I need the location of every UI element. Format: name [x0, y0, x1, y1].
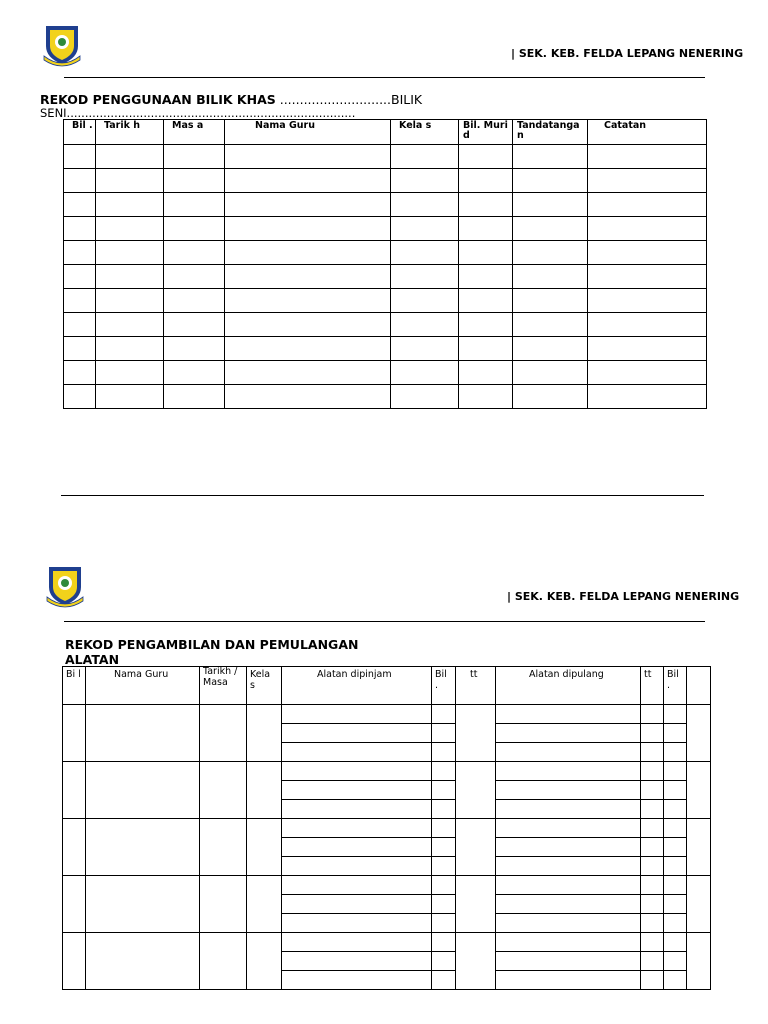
header-tandatangan: Tandatanga n [513, 120, 588, 145]
table-cell[interactable] [225, 385, 391, 409]
table-cell[interactable] [496, 819, 641, 838]
table-cell[interactable] [282, 819, 432, 838]
table-row [64, 145, 707, 169]
header-tarikh-masa: Tarikh /Masa [200, 667, 247, 705]
table-cell[interactable] [664, 762, 687, 781]
table-cell[interactable] [391, 241, 459, 265]
table-cell[interactable] [513, 313, 588, 337]
table-cell[interactable] [513, 193, 588, 217]
table-cell[interactable] [664, 857, 687, 876]
table-cell[interactable] [459, 193, 513, 217]
table-cell[interactable] [641, 933, 664, 952]
table-cell[interactable] [432, 933, 456, 952]
header-bil: Bil . [664, 667, 687, 705]
table-cell[interactable] [391, 217, 459, 241]
table-cell[interactable] [588, 361, 707, 385]
table-cell[interactable] [641, 705, 664, 724]
form2-table [62, 666, 711, 990]
table-cell[interactable] [456, 819, 496, 876]
table-cell[interactable] [588, 193, 707, 217]
table-cell[interactable] [225, 193, 391, 217]
table-cell[interactable] [282, 952, 432, 971]
table-cell[interactable] [664, 743, 687, 762]
table-cell[interactable] [456, 762, 496, 819]
header-nama-guru: Nama Guru [225, 120, 391, 145]
table-cell[interactable] [391, 265, 459, 289]
table-cell[interactable] [664, 914, 687, 933]
table-cell[interactable] [664, 705, 687, 724]
table-cell[interactable] [200, 819, 247, 876]
table-cell[interactable] [664, 933, 687, 952]
header-alatan-dipulang: Alatan dipulang [496, 667, 641, 705]
header-tt: tt [456, 667, 496, 705]
table-cell[interactable] [247, 876, 282, 933]
table-cell[interactable] [64, 169, 96, 193]
table-cell[interactable] [432, 762, 456, 781]
header-tarikh: Tarik h [96, 120, 164, 145]
table-row [63, 819, 711, 838]
table-row [63, 705, 711, 724]
table-cell[interactable] [200, 762, 247, 819]
table-cell[interactable] [164, 313, 225, 337]
table-cell[interactable] [588, 337, 707, 361]
table-cell[interactable] [391, 385, 459, 409]
table-cell[interactable] [63, 762, 86, 819]
table-cell[interactable] [96, 241, 164, 265]
table-cell[interactable] [225, 313, 391, 337]
table-cell[interactable] [588, 289, 707, 313]
table-cell[interactable] [164, 385, 225, 409]
table-cell[interactable] [432, 781, 456, 800]
table-cell[interactable] [664, 800, 687, 819]
table-cell[interactable] [687, 762, 711, 819]
table-cell[interactable] [225, 241, 391, 265]
school-crest-icon [43, 563, 87, 609]
table-cell[interactable] [432, 743, 456, 762]
table-cell[interactable] [86, 876, 200, 933]
table-cell[interactable] [225, 169, 391, 193]
table-cell[interactable] [225, 289, 391, 313]
form1-subtitle: SENI............................................................................... [40, 106, 356, 120]
table-cell[interactable] [86, 762, 200, 819]
table-cell[interactable] [513, 385, 588, 409]
header-bil-murid: Bil. Murid [459, 120, 513, 145]
table-cell[interactable] [664, 838, 687, 857]
table-cell[interactable] [641, 819, 664, 838]
header-bil: Bil . [432, 667, 456, 705]
table-cell[interactable] [86, 933, 200, 990]
table-cell[interactable] [664, 781, 687, 800]
form1-title-bold: REKOD PENGGUNAAN BILIK KHAS [40, 92, 276, 107]
table-cell[interactable] [282, 857, 432, 876]
table-cell[interactable] [432, 819, 456, 838]
table-cell[interactable] [496, 952, 641, 971]
table-cell[interactable] [63, 876, 86, 933]
table-cell[interactable] [641, 876, 664, 895]
table-cell[interactable] [96, 361, 164, 385]
table-cell[interactable] [64, 385, 96, 409]
table-cell[interactable] [641, 914, 664, 933]
table-cell[interactable] [432, 952, 456, 971]
table-cell[interactable] [63, 933, 86, 990]
table-cell[interactable] [641, 781, 664, 800]
divider [64, 77, 705, 78]
table-cell[interactable] [96, 193, 164, 217]
table-cell[interactable] [164, 265, 225, 289]
table-cell[interactable] [282, 914, 432, 933]
table-cell[interactable] [64, 289, 96, 313]
form2-title-line1: REKOD PENGAMBILAN DAN PEMULANGAN [65, 637, 359, 652]
table-cell[interactable] [432, 914, 456, 933]
table-cell[interactable] [456, 876, 496, 933]
table-cell[interactable] [513, 169, 588, 193]
table-cell[interactable] [86, 819, 200, 876]
table-cell[interactable] [687, 705, 711, 762]
table-cell[interactable] [664, 819, 687, 838]
table-cell[interactable] [641, 743, 664, 762]
table-cell[interactable] [664, 952, 687, 971]
table-cell[interactable] [432, 857, 456, 876]
header-bil: Bil . [64, 120, 96, 145]
header-tt: tt [641, 667, 664, 705]
table-cell[interactable] [432, 724, 456, 743]
table-cell[interactable] [456, 933, 496, 990]
table-cell[interactable] [687, 933, 711, 990]
table-cell[interactable] [588, 265, 707, 289]
table-cell[interactable] [64, 217, 96, 241]
table-cell[interactable] [247, 762, 282, 819]
table-cell[interactable] [459, 337, 513, 361]
table-cell[interactable] [96, 265, 164, 289]
table-cell[interactable] [391, 289, 459, 313]
table-cell[interactable] [391, 193, 459, 217]
form1-header-row [64, 120, 707, 145]
table-row [64, 361, 707, 385]
table-cell[interactable] [247, 819, 282, 876]
table-cell[interactable] [432, 876, 456, 895]
table-cell[interactable] [64, 337, 96, 361]
table-cell[interactable] [200, 876, 247, 933]
table-cell[interactable] [496, 876, 641, 895]
table-cell[interactable] [164, 169, 225, 193]
table-cell[interactable] [96, 313, 164, 337]
table-cell[interactable] [282, 781, 432, 800]
table-cell[interactable] [432, 800, 456, 819]
school-name: | SEK. KEB. FELDA LEPANG NENERING [511, 47, 744, 60]
table-cell[interactable] [459, 145, 513, 169]
school-crest-icon [40, 22, 84, 68]
table-cell[interactable] [432, 705, 456, 724]
header-kelas: Kela s [247, 667, 282, 705]
table-cell[interactable] [459, 265, 513, 289]
table-cell[interactable] [164, 217, 225, 241]
header-nama-guru: Nama Guru [86, 667, 200, 705]
table-cell[interactable] [164, 289, 225, 313]
table-cell[interactable] [641, 971, 664, 990]
table-row [64, 265, 707, 289]
table-cell[interactable] [86, 705, 200, 762]
header-catatan: Catatan [588, 120, 707, 145]
table-cell[interactable] [513, 217, 588, 241]
table-cell[interactable] [641, 838, 664, 857]
table-cell[interactable] [96, 385, 164, 409]
table-cell[interactable] [588, 241, 707, 265]
table-cell[interactable] [641, 952, 664, 971]
table-row [64, 193, 707, 217]
table-cell[interactable] [432, 971, 456, 990]
table-cell[interactable] [96, 337, 164, 361]
table-row [63, 762, 711, 781]
table-cell[interactable] [687, 876, 711, 933]
table-cell[interactable] [664, 895, 687, 914]
table-cell[interactable] [391, 145, 459, 169]
form2-title-line2: ALATAN [65, 652, 120, 667]
table-cell[interactable] [588, 145, 707, 169]
table-cell[interactable] [164, 241, 225, 265]
header-masa: Mas a [164, 120, 225, 145]
table-cell[interactable] [225, 337, 391, 361]
table-cell[interactable] [164, 337, 225, 361]
table-cell[interactable] [459, 169, 513, 193]
table-cell[interactable] [200, 705, 247, 762]
table-cell[interactable] [459, 217, 513, 241]
table-cell[interactable] [496, 705, 641, 724]
table-row [64, 217, 707, 241]
table-cell[interactable] [459, 289, 513, 313]
table-cell[interactable] [164, 193, 225, 217]
table-cell[interactable] [496, 781, 641, 800]
table-cell[interactable] [687, 819, 711, 876]
table-row [64, 169, 707, 193]
table-cell[interactable] [496, 971, 641, 990]
divider [61, 495, 704, 496]
header-blank [687, 667, 711, 705]
table-cell[interactable] [459, 361, 513, 385]
table-cell[interactable] [513, 145, 588, 169]
table-cell[interactable] [282, 876, 432, 895]
table-cell[interactable] [588, 313, 707, 337]
table-cell[interactable] [225, 361, 391, 385]
table-row [64, 385, 707, 409]
header-alatan-dipinjam: Alatan dipinjam [282, 667, 432, 705]
form1-table [63, 119, 707, 409]
table-cell[interactable] [588, 169, 707, 193]
table-cell[interactable] [64, 193, 96, 217]
table-cell[interactable] [513, 337, 588, 361]
table-cell[interactable] [513, 361, 588, 385]
table-cell[interactable] [588, 217, 707, 241]
table-cell[interactable] [456, 705, 496, 762]
school-name: | SEK. KEB. FELDA LEPANG NENERING [507, 590, 740, 603]
table-cell[interactable] [64, 265, 96, 289]
table-row [64, 337, 707, 361]
table-row [64, 241, 707, 265]
table-row [63, 876, 711, 895]
table-cell[interactable] [432, 895, 456, 914]
table-cell[interactable] [391, 361, 459, 385]
table-cell[interactable] [96, 169, 164, 193]
table-cell[interactable] [513, 289, 588, 313]
table-cell[interactable] [664, 724, 687, 743]
table-cell[interactable] [63, 705, 86, 762]
table-cell[interactable] [496, 895, 641, 914]
table-cell[interactable] [282, 933, 432, 952]
table-cell[interactable] [64, 241, 96, 265]
table-cell[interactable] [64, 145, 96, 169]
table-cell[interactable] [200, 933, 247, 990]
table-cell[interactable] [496, 914, 641, 933]
table-cell[interactable] [496, 743, 641, 762]
table-cell[interactable] [641, 857, 664, 876]
table-cell[interactable] [641, 724, 664, 743]
table-cell[interactable] [391, 313, 459, 337]
form1-title [40, 92, 422, 107]
table-cell[interactable] [96, 217, 164, 241]
table-cell[interactable] [496, 857, 641, 876]
table-row [64, 289, 707, 313]
table-cell[interactable] [641, 895, 664, 914]
table-cell[interactable] [496, 762, 641, 781]
table-cell[interactable] [282, 971, 432, 990]
table-cell[interactable] [496, 724, 641, 743]
table-cell[interactable] [459, 313, 513, 337]
table-cell[interactable] [225, 217, 391, 241]
table-cell[interactable] [391, 169, 459, 193]
table-cell[interactable] [64, 313, 96, 337]
table-cell[interactable] [282, 762, 432, 781]
table-cell[interactable] [282, 800, 432, 819]
table-cell[interactable] [63, 819, 86, 876]
table-cell[interactable] [282, 705, 432, 724]
table-cell[interactable] [64, 361, 96, 385]
table-cell[interactable] [588, 385, 707, 409]
table-cell[interactable] [225, 265, 391, 289]
table-cell[interactable] [282, 724, 432, 743]
table-row [64, 313, 707, 337]
table-cell[interactable] [664, 971, 687, 990]
divider [64, 621, 705, 622]
table-cell[interactable] [496, 800, 641, 819]
table-cell[interactable] [641, 800, 664, 819]
table-cell[interactable] [164, 145, 225, 169]
table-cell[interactable] [496, 933, 641, 952]
form1-title-tail: ............................BILIK [275, 92, 423, 107]
form2-header-row [63, 667, 711, 705]
table-cell[interactable] [247, 933, 282, 990]
table-cell[interactable] [459, 241, 513, 265]
table-cell[interactable] [432, 838, 456, 857]
table-cell[interactable] [513, 241, 588, 265]
header-kelas: Kela s [391, 120, 459, 145]
table-cell[interactable] [164, 361, 225, 385]
table-cell[interactable] [641, 762, 664, 781]
table-cell[interactable] [513, 265, 588, 289]
table-cell[interactable] [282, 743, 432, 762]
table-cell[interactable] [225, 145, 391, 169]
table-cell[interactable] [391, 337, 459, 361]
table-cell[interactable] [247, 705, 282, 762]
table-cell[interactable] [282, 838, 432, 857]
table-cell[interactable] [282, 895, 432, 914]
table-row [63, 933, 711, 952]
table-cell[interactable] [459, 385, 513, 409]
table-cell[interactable] [496, 838, 641, 857]
header-bil: Bi l [63, 667, 86, 705]
table-cell[interactable] [664, 876, 687, 895]
table-cell[interactable] [96, 289, 164, 313]
table-cell[interactable] [96, 145, 164, 169]
